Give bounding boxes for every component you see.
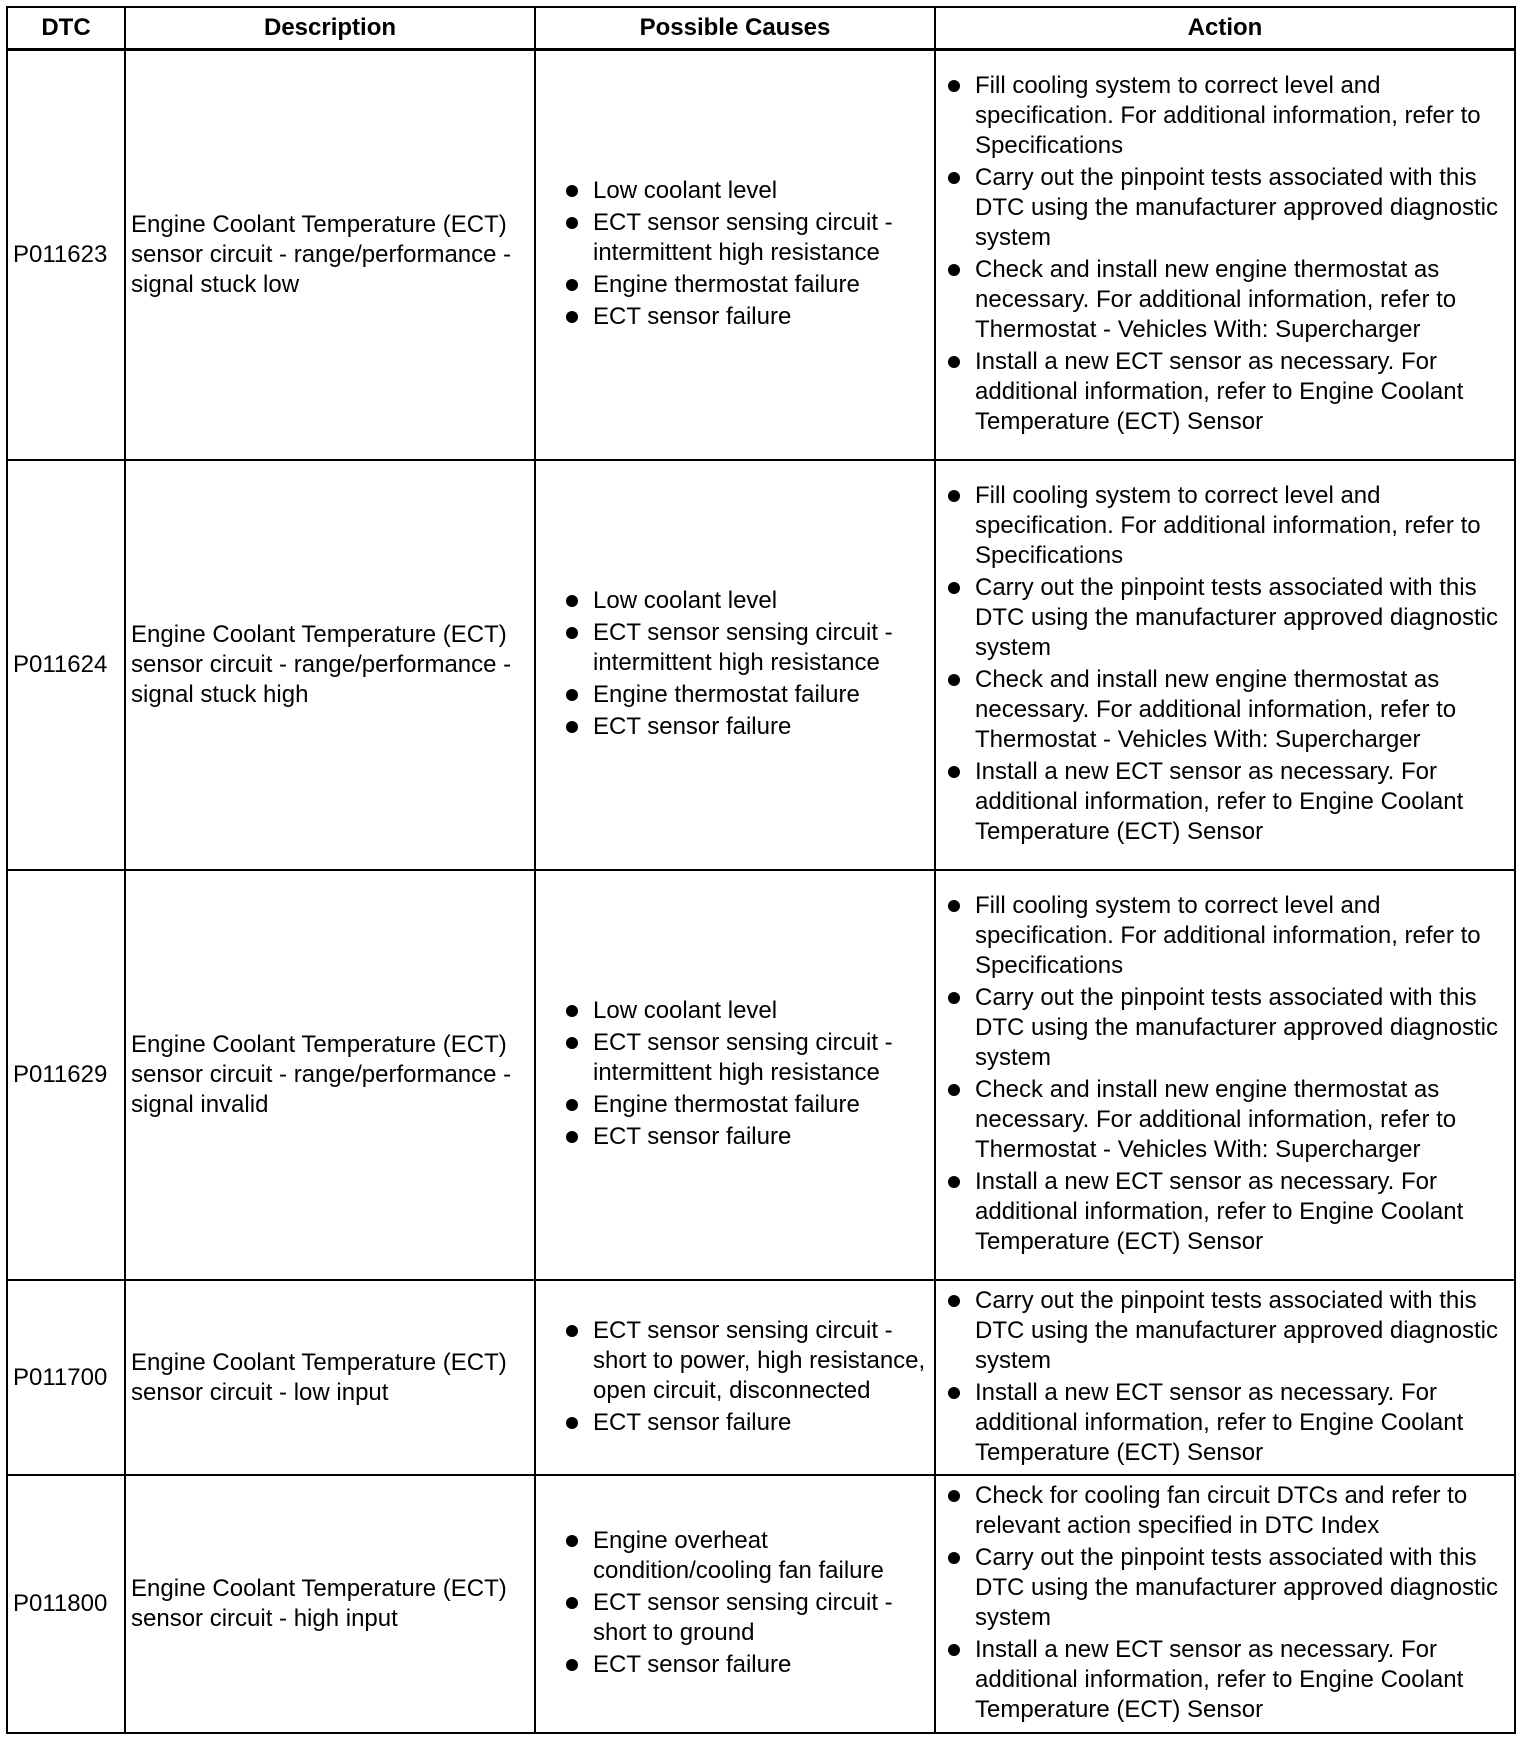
bullet-icon [948, 766, 960, 778]
bullet-icon [948, 1490, 960, 1502]
table-row [7, 50, 1515, 461]
list-item [559, 176, 929, 206]
bullet-icon [948, 490, 960, 502]
cause-text: Engine overheat condition/cooling fan failure [593, 1527, 884, 1584]
list-item [941, 1481, 1509, 1541]
actions-list [941, 71, 1509, 437]
bullet-icon [566, 185, 578, 197]
actions [935, 870, 1515, 1280]
header-dtc: DTC [7, 7, 125, 50]
actions [935, 460, 1515, 870]
action-text: Fill cooling system to correct level and specification. For additional information, refer to Specifications [975, 892, 1481, 979]
possible-causes [535, 870, 935, 1280]
bullet-icon [948, 1387, 960, 1399]
list-item [941, 1286, 1509, 1376]
bullet-icon [566, 1131, 578, 1143]
dtc-description: Engine Coolant Temperature (ECT) sensor circuit - range/performance - signal stuck high [125, 460, 535, 870]
possible-causes [535, 1280, 935, 1475]
causes-list [559, 996, 929, 1152]
actions-list [941, 481, 1509, 847]
cause-text: ECT sensor failure [593, 303, 792, 330]
list-item [941, 983, 1509, 1073]
table-row [7, 1280, 1515, 1475]
dtc-code: P011624 [7, 460, 125, 870]
cause-text: ECT sensor sensing circuit - short to ground [593, 1589, 893, 1646]
cause-text: ECT sensor sensing circuit - intermittent high resistance [593, 209, 893, 266]
list-item [941, 757, 1509, 847]
cause-text: Engine thermostat failure [593, 1091, 860, 1118]
list-item [941, 665, 1509, 755]
bullet-icon [948, 264, 960, 276]
possible-causes [535, 50, 935, 461]
list-item [941, 1378, 1509, 1468]
list-item [941, 481, 1509, 571]
bullet-icon [566, 627, 578, 639]
bullet-icon [948, 1295, 960, 1307]
cause-text: ECT sensor sensing circuit - short to power, high resistance, open circuit, disconnected [593, 1316, 926, 1404]
action-text: Install a new ECT sensor as necessary. For additional information, refer to Engine Coolant Temperature (ECT) Sensor [975, 348, 1464, 435]
bullet-icon [948, 1084, 960, 1096]
actions [935, 50, 1515, 461]
bullet-icon [566, 279, 578, 291]
dtc-table [6, 6, 1516, 1734]
list-item [559, 270, 929, 300]
action-text: Check and install new engine thermostat as necessary. For additional information, refer to Thermostat - Vehicles With: Supercharger [975, 666, 1457, 753]
actions [935, 1280, 1515, 1475]
dtc-description: Engine Coolant Temperature (ECT) sensor circuit - high input [125, 1475, 535, 1733]
list-item [559, 1090, 929, 1120]
cause-text: ECT sensor sensing circuit - intermittent high resistance [593, 1029, 893, 1086]
action-text: Carry out the pinpoint tests associated with this DTC using the manufacturer approved diagnostic system [975, 574, 1498, 661]
header-description: Description [125, 7, 535, 50]
dtc-description: Engine Coolant Temperature (ECT) sensor circuit - range/performance - signal stuck low [125, 50, 535, 461]
bullet-icon [948, 674, 960, 686]
dtc-code: P011700 [7, 1280, 125, 1475]
actions-list [941, 891, 1509, 1257]
bullet-icon [566, 311, 578, 323]
list-item [559, 586, 929, 616]
bullet-icon [948, 1552, 960, 1564]
bullet-icon [948, 582, 960, 594]
cause-text: ECT sensor failure [593, 1651, 792, 1678]
list-item [559, 1316, 929, 1406]
header-row [7, 7, 1515, 50]
list-item [559, 1122, 929, 1152]
possible-causes [535, 1475, 935, 1733]
cause-text: Low coolant level [593, 997, 778, 1024]
actions-list [941, 1481, 1509, 1725]
action-text: Carry out the pinpoint tests associated with this DTC using the manufacturer approved diagnostic system [975, 1286, 1498, 1374]
action-text: Carry out the pinpoint tests associated with this DTC using the manufacturer approved diagnostic system [975, 1544, 1498, 1631]
bullet-icon [948, 80, 960, 92]
cause-text: ECT sensor sensing circuit - intermittent high resistance [593, 619, 893, 676]
cause-text: ECT sensor failure [593, 1408, 792, 1436]
list-item [941, 573, 1509, 663]
dtc-code: P011800 [7, 1475, 125, 1733]
action-text: Fill cooling system to correct level and specification. For additional information, refer to Specifications [975, 482, 1481, 569]
bullet-icon [948, 1644, 960, 1656]
action-text: Carry out the pinpoint tests associated with this DTC using the manufacturer approved diagnostic system [975, 984, 1498, 1071]
dtc-description: Engine Coolant Temperature (ECT) sensor circuit - range/performance - signal invalid [125, 870, 535, 1280]
list-item [559, 618, 929, 678]
bullet-icon [566, 1325, 578, 1337]
header-action: Action [935, 7, 1515, 50]
causes-list [559, 176, 929, 332]
bullet-icon [566, 595, 578, 607]
list-item [941, 1543, 1509, 1633]
table-row [7, 870, 1515, 1280]
action-text: Carry out the pinpoint tests associated with this DTC using the manufacturer approved diagnostic system [975, 164, 1498, 251]
action-text: Fill cooling system to correct level and specification. For additional information, refer to Specifications [975, 72, 1481, 159]
bullet-icon [566, 1535, 578, 1547]
list-item [559, 1526, 929, 1586]
action-text: Install a new ECT sensor as necessary. For additional information, refer to Engine Coolant Temperature (ECT) Sensor [975, 1378, 1464, 1466]
bullet-icon [948, 1176, 960, 1188]
bullet-icon [566, 721, 578, 733]
cause-text: Low coolant level [593, 587, 778, 614]
actions-list [941, 1286, 1509, 1468]
list-item [941, 255, 1509, 345]
bullet-icon [566, 1099, 578, 1111]
bullet-icon [948, 900, 960, 912]
cause-text: ECT sensor failure [593, 713, 792, 740]
list-item [559, 1028, 929, 1088]
list-item [559, 712, 929, 742]
list-item [941, 891, 1509, 981]
bullet-icon [948, 172, 960, 184]
bullet-icon [566, 1417, 578, 1429]
bullet-icon [948, 356, 960, 368]
cause-text: Engine thermostat failure [593, 271, 860, 298]
actions [935, 1475, 1515, 1733]
list-item [559, 996, 929, 1026]
action-text: Install a new ECT sensor as necessary. For additional information, refer to Engine Coolant Temperature (ECT) Sensor [975, 1168, 1464, 1255]
bullet-icon [566, 1037, 578, 1049]
header-causes: Possible Causes [535, 7, 935, 50]
action-text: Check for cooling fan circuit DTCs and refer to relevant action specified in DTC Index [975, 1482, 1468, 1539]
bullet-icon [566, 217, 578, 229]
action-text: Check and install new engine thermostat as necessary. For additional information, refer to Thermostat - Vehicles With: Supercharger [975, 256, 1457, 343]
cause-text: Engine thermostat failure [593, 681, 860, 708]
dtc-code: P011623 [7, 50, 125, 461]
list-item [941, 347, 1509, 437]
cause-text: ECT sensor failure [593, 1123, 792, 1150]
bullet-icon [566, 1597, 578, 1609]
action-text: Install a new ECT sensor as necessary. For additional information, refer to Engine Coolant Temperature (ECT) Sensor [975, 1636, 1464, 1723]
list-item [941, 1167, 1509, 1257]
action-text: Install a new ECT sensor as necessary. For additional information, refer to Engine Coolant Temperature (ECT) Sensor [975, 758, 1464, 845]
list-item [559, 208, 929, 268]
possible-causes [535, 460, 935, 870]
bullet-icon [566, 1659, 578, 1671]
list-item [559, 680, 929, 710]
list-item [941, 1635, 1509, 1725]
list-item [559, 302, 929, 332]
list-item [941, 1075, 1509, 1165]
dtc-code: P011629 [7, 870, 125, 1280]
list-item [941, 163, 1509, 253]
list-item [559, 1588, 929, 1648]
causes-list [559, 1316, 929, 1438]
cause-text: Low coolant level [593, 177, 778, 204]
table-row [7, 1475, 1515, 1733]
list-item [559, 1650, 929, 1680]
action-text: Check and install new engine thermostat as necessary. For additional information, refer to Thermostat - Vehicles With: Supercharger [975, 1076, 1457, 1163]
dtc-description: Engine Coolant Temperature (ECT) sensor circuit - low input [125, 1280, 535, 1475]
bullet-icon [948, 992, 960, 1004]
table-row [7, 460, 1515, 870]
list-item [559, 1408, 929, 1438]
causes-list [559, 586, 929, 742]
causes-list [559, 1526, 929, 1680]
bullet-icon [566, 1005, 578, 1017]
list-item [941, 71, 1509, 161]
bullet-icon [566, 689, 578, 701]
